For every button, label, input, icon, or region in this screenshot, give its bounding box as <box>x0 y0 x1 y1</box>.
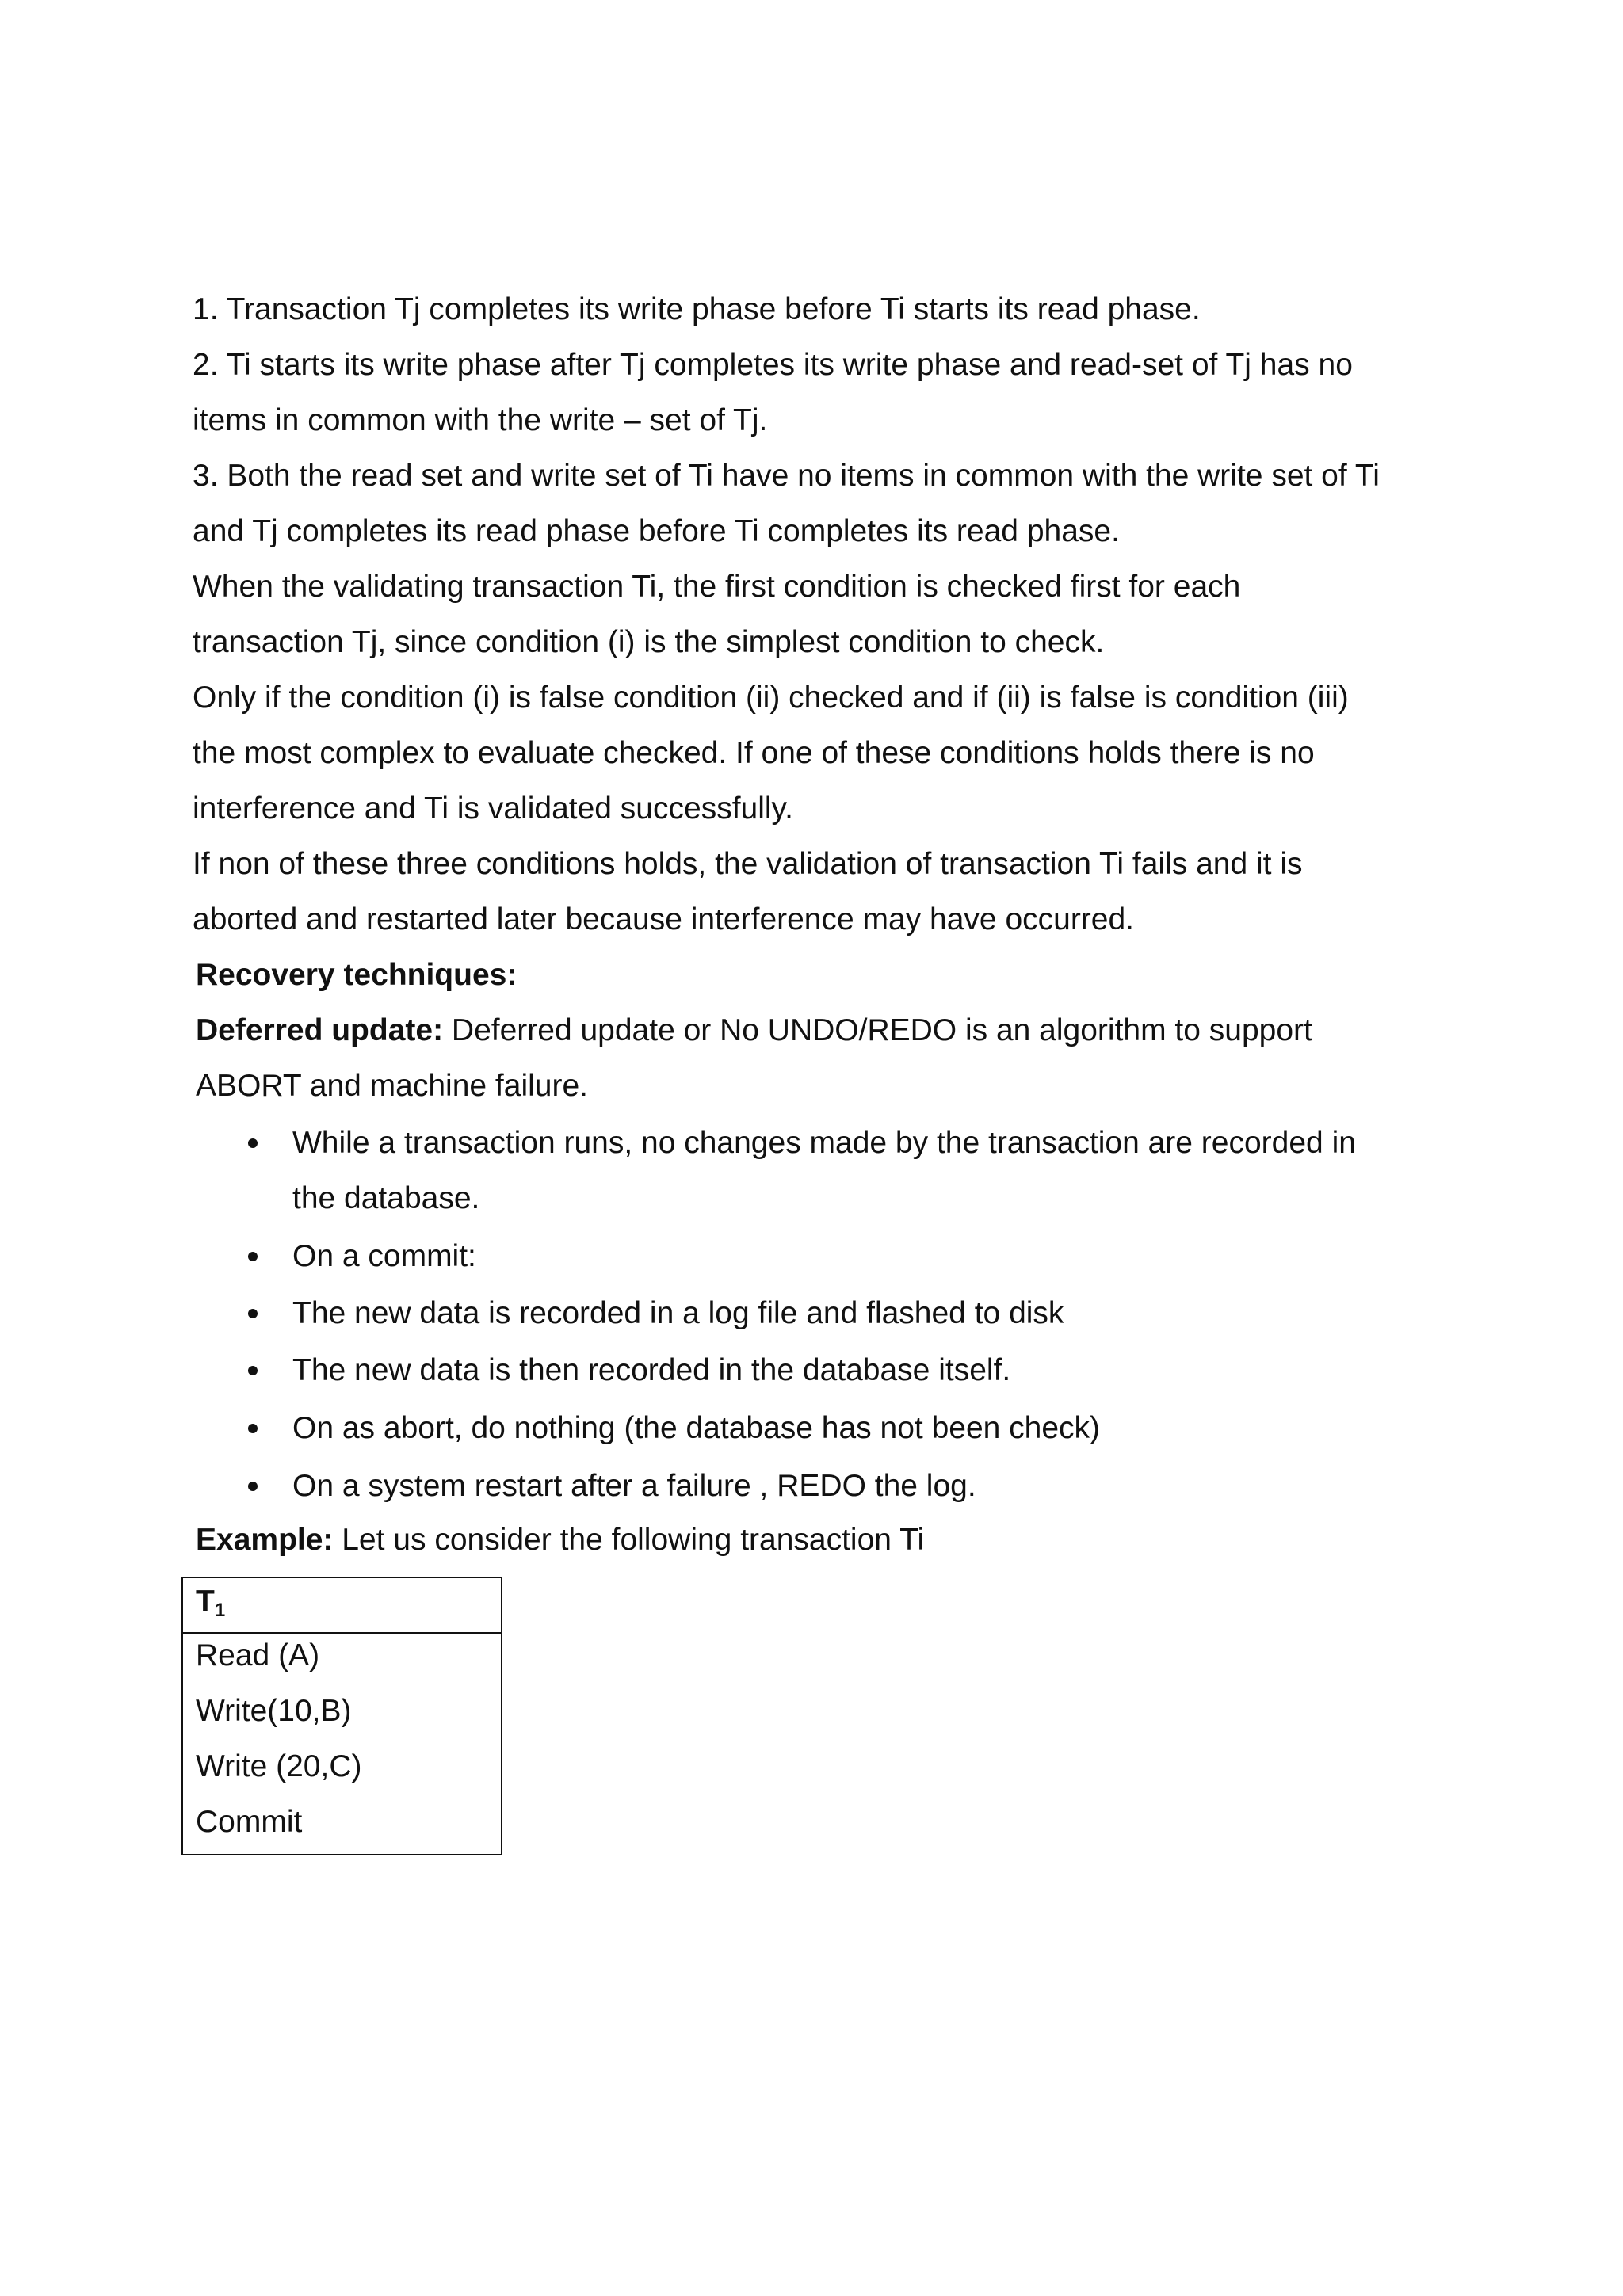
condition-3-line-1: 3. Both the read set and write set of Ti have no items in common with the write set of Ti <box>193 459 1380 493</box>
bullet-item-5: On as abort, do nothing (the database has not been check) <box>292 1411 1101 1445</box>
explanation-line-4: the most complex to evaluate checked. If one of these conditions holds there is no <box>193 736 1315 770</box>
transaction-row: Read (A) <box>196 1638 320 1672</box>
deferred-update-label: Deferred update: <box>196 1013 444 1047</box>
example-line <box>196 1521 924 1559</box>
bullet-dot-icon <box>248 1424 258 1433</box>
recovery-heading: Recovery techniques: <box>196 958 517 992</box>
condition-2-line-1: 2. Ti starts its write phase after Tj completes its write phase and read-set of Tj has no <box>193 348 1353 382</box>
condition-2-line-2: items in common with the write – set of Tj. <box>193 403 768 437</box>
example-label: Example: <box>196 1523 334 1557</box>
bullet-item-1-line-1: While a transaction runs, no changes made by the transaction are recorded in <box>292 1126 1356 1160</box>
deferred-update-line-2: ABORT and machine failure. <box>196 1069 588 1103</box>
explanation-line-1: When the validating transaction Ti, the first condition is checked first for each <box>193 570 1241 604</box>
explanation-line-6: If non of these three conditions holds, the validation of transaction Ti fails and it is <box>193 847 1303 881</box>
bullet-dot-icon <box>248 1138 258 1148</box>
bullet-item-4: The new data is then recorded in the database itself. <box>292 1353 1011 1387</box>
deferred-update-text: Deferred update or No UNDO/REDO is an algorithm to support <box>443 1013 1312 1047</box>
transaction-row: Commit <box>196 1805 303 1839</box>
condition-1: 1. Transaction Tj completes its write phase before Ti starts its read phase. <box>193 292 1201 326</box>
deferred-update-line-1 <box>196 1012 1312 1050</box>
transaction-row: Write (20,C) <box>196 1749 362 1783</box>
explanation-line-5: interference and Ti is validated successfully. <box>193 791 793 826</box>
transaction-header-subscript: 1 <box>214 1600 226 1621</box>
explanation-line-2: transaction Tj, since condition (i) is the simplest condition to check. <box>193 625 1105 659</box>
bullet-dot-icon <box>248 1482 258 1491</box>
bullet-item-6: On a system restart after a failure , REDO the log. <box>292 1469 976 1503</box>
bullet-item-3: The new data is recorded in a log file and flashed to disk <box>292 1296 1064 1330</box>
transaction-header-label: T <box>196 1585 215 1619</box>
transaction-table <box>181 1577 502 1855</box>
bullet-dot-icon <box>248 1252 258 1261</box>
bullet-item-2: On a commit: <box>292 1239 476 1273</box>
transaction-row: Write(10,B) <box>196 1694 352 1728</box>
bullet-dot-icon <box>248 1309 258 1318</box>
example-text: Let us consider the following transaction Ti <box>333 1523 925 1557</box>
explanation-line-3: Only if the condition (i) is false condition (ii) checked and if (ii) is false is condition (iii) <box>193 681 1349 715</box>
condition-3-line-2: and Tj completes its read phase before Ti completes its read phase. <box>193 514 1120 548</box>
transaction-table-header-text <box>196 1583 225 1630</box>
bullet-item-1-line-2: the database. <box>292 1181 480 1215</box>
bullet-dot-icon <box>248 1366 258 1375</box>
explanation-line-7: aborted and restarted later because interference may have occurred. <box>193 902 1135 936</box>
transaction-table-header <box>183 1578 501 1634</box>
